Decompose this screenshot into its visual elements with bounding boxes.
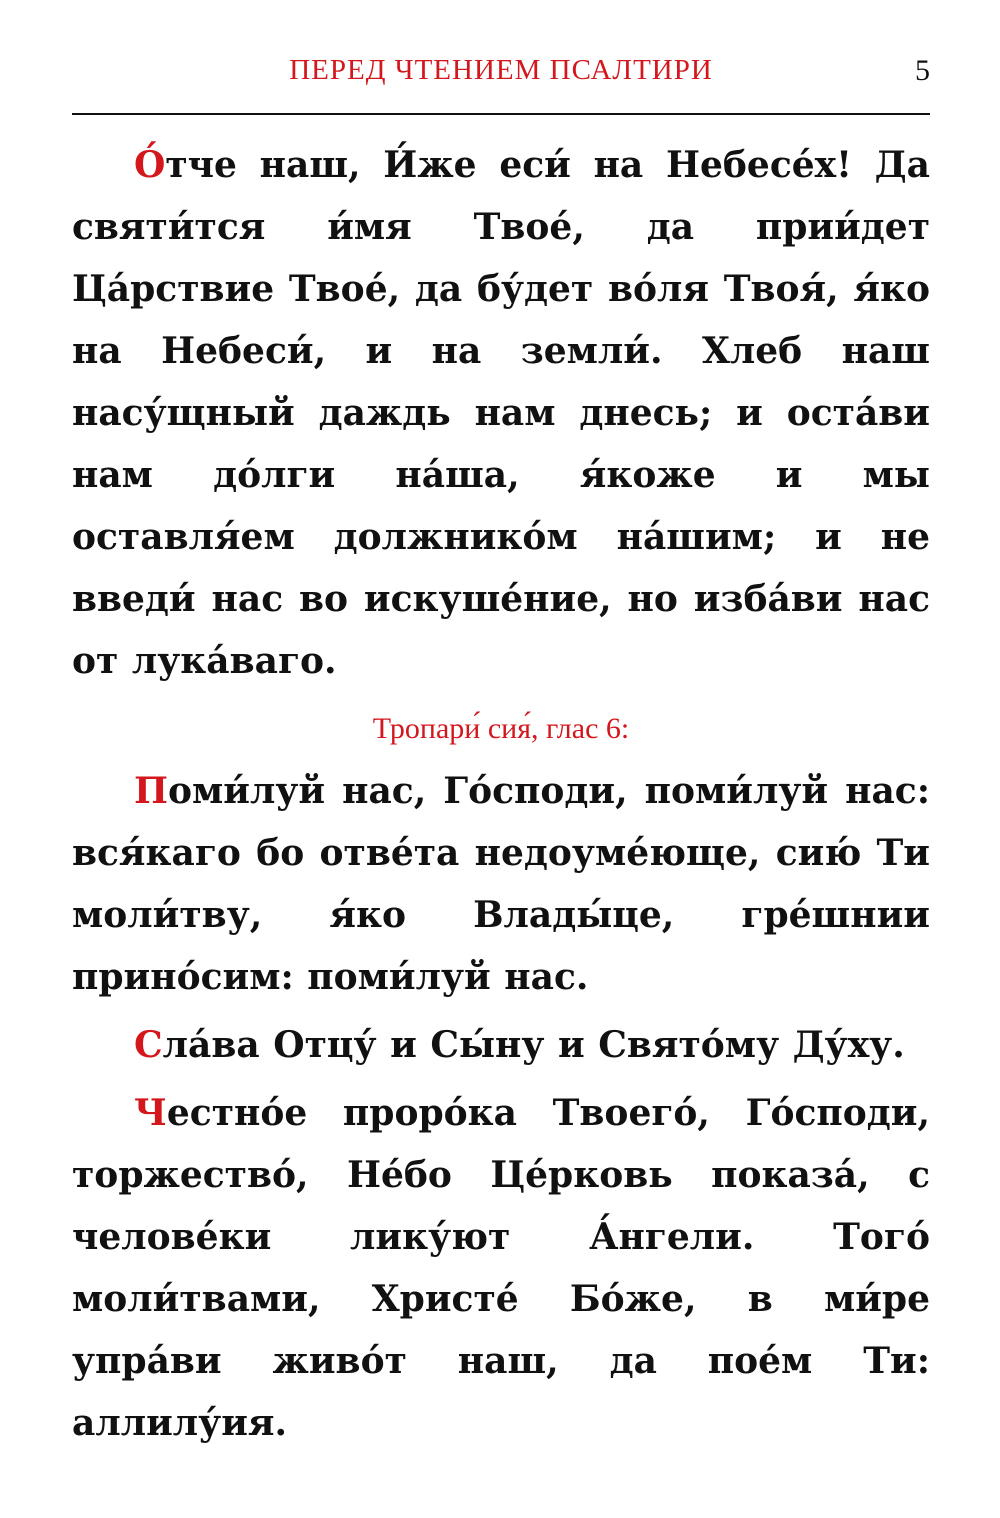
paragraph-text: оми́луй нас, Го́споди, поми́луй нас: вся́каго бо отве́та недоуме́юще, сию́ Ти моли́тву, я́ко Влады́це, гре́шнии прино́сим: поми́луй нас. — [72, 770, 930, 998]
lords-prayer-paragraph — [72, 134, 930, 692]
troparia-heading: Тропари́ сия́, глас 6: — [372, 712, 630, 745]
drop-initial: О́ — [134, 144, 166, 186]
page-number: 5 — [915, 54, 930, 87]
header-title: ПЕРЕД ЧТЕНИЕМ ПСАЛТИРИ — [289, 54, 713, 86]
header-rule — [72, 113, 930, 115]
paragraph-text: тче наш, И́же еси́ на Небесе́х! Да святи́тся и́мя Твое́, да прии́дет Ца́рствие Твое́, да бу́дет во́ля Твоя́, я́ко на Небеси́, и на земли́. Хлеб наш насу́щный даждь нам днесь; и оста́ви нам до́лги на́ша, я́коже и мы оставля́ем должнико́м на́шим; и не введи́ нас во искуше́ние, но изба́ви нас от лука́ваго. — [72, 144, 930, 682]
paragraph-text: естно́е проро́ка Твоего́, Го́споди, торжество́, Не́бо Це́рковь показа́, с челове́ки лику́ют А́нгели. Того́ моли́твами, Христе́ Бо́же, в ми́ре упра́ви живо́т наш, да пое́м Ти: аллилу́ия. — [72, 1092, 930, 1444]
drop-initial: П — [134, 770, 168, 812]
feast-troparion-paragraph — [72, 1082, 930, 1454]
glory-paragraph — [72, 1014, 930, 1076]
drop-initial: Ч — [134, 1092, 167, 1134]
troparion-paragraph — [72, 760, 930, 1008]
prayer-text — [72, 134, 930, 1454]
drop-initial: С — [134, 1024, 163, 1066]
paragraph-text: ла́ва Отцу́ и Сы́ну и Свято́му Ду́ху. — [162, 1024, 905, 1066]
running-header — [72, 48, 930, 98]
